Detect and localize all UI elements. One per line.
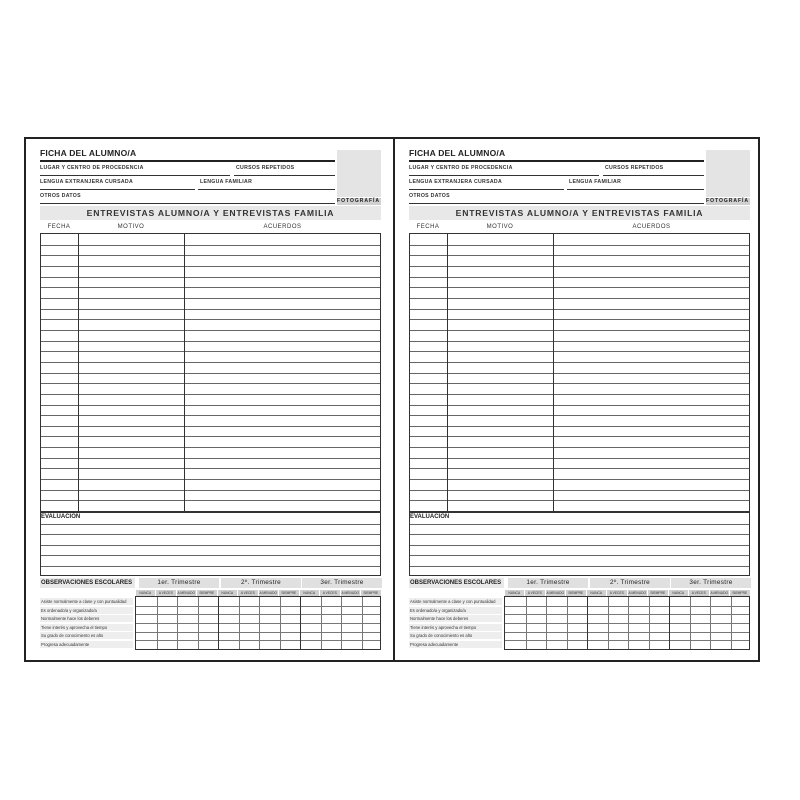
observation-column-line xyxy=(690,597,691,649)
frequency-header: NUNCA xyxy=(505,590,525,596)
table-row-line xyxy=(410,277,749,278)
observation-item: Tiene interés y aprovecha el tiempo xyxy=(409,624,502,631)
column-divider xyxy=(78,234,79,511)
observation-column-line xyxy=(649,597,650,649)
observation-column-line xyxy=(239,597,240,649)
evaluation-line xyxy=(410,545,749,546)
table-row-line xyxy=(410,479,749,480)
observation-row-line xyxy=(505,640,749,641)
field-line-lengua-familiar[interactable] xyxy=(198,189,335,190)
observation-item: Su grado de conocimiento es alto xyxy=(40,632,133,639)
observation-column-line xyxy=(710,597,711,649)
frequency-header: SIEMPRE xyxy=(566,590,586,596)
observation-column-line xyxy=(567,597,568,649)
sheet-title: FICHA DEL ALUMNO/A xyxy=(40,148,137,158)
frequency-header: NUNCA xyxy=(136,590,156,596)
table-row-line xyxy=(410,255,749,256)
observation-column-line xyxy=(321,597,322,649)
table-row-line xyxy=(41,245,380,246)
observations-title: OBSERVACIONES ESCOLARES xyxy=(409,578,504,588)
evaluation-line xyxy=(41,566,380,567)
interview-table[interactable] xyxy=(40,233,381,512)
observation-row-line xyxy=(136,606,380,607)
observations-table xyxy=(40,590,381,651)
evaluation-line xyxy=(41,534,380,535)
observation-column-line xyxy=(669,597,670,649)
trimester-1-label: 1er. Trimestre xyxy=(139,578,219,588)
observation-row-line xyxy=(136,614,380,615)
table-row-line xyxy=(410,415,749,416)
table-row-line xyxy=(41,447,380,448)
observation-item: Normalmente hace los deberes xyxy=(409,615,502,622)
table-row-line xyxy=(410,319,749,320)
evaluation-label: EVALUACIÓN xyxy=(410,514,450,520)
observation-column-line xyxy=(587,597,588,649)
table-row-line xyxy=(41,298,380,299)
table-row-line xyxy=(410,458,749,459)
observation-column-line xyxy=(177,597,178,649)
table-row-line xyxy=(410,405,749,406)
trimester-1-label: 1er. Trimestre xyxy=(508,578,588,588)
observation-item: Es ordenado/a y organizado/a xyxy=(40,607,133,614)
column-divider xyxy=(447,234,448,511)
frequency-header: A VECES xyxy=(689,590,709,596)
table-row-line xyxy=(41,351,380,352)
frequency-header: SIEMPRE xyxy=(197,590,217,596)
field-label-cursos: CURSOS REPETIDOS xyxy=(236,165,295,171)
section-title-bar: ENTREVISTAS ALUMNO/A Y ENTREVISTAS FAMILIA xyxy=(40,206,381,220)
observation-column-line xyxy=(259,597,260,649)
trimester-3-label: 3er. Trimestre xyxy=(302,578,382,588)
observation-row-line xyxy=(505,632,749,633)
observation-item: Asiste normalmente a clase y con puntualidad xyxy=(409,598,502,605)
table-row-line xyxy=(41,405,380,406)
frequency-header: NUNCA xyxy=(669,590,689,596)
observation-row-line xyxy=(505,614,749,615)
table-row-line xyxy=(410,362,749,363)
evaluation-box[interactable] xyxy=(40,512,381,576)
table-row-line xyxy=(41,394,380,395)
column-header-acuerdos: ACUERDOS xyxy=(632,224,671,230)
table-row-line xyxy=(41,287,380,288)
table-row-line xyxy=(410,490,749,491)
table-row-line xyxy=(41,426,380,427)
column-divider xyxy=(553,234,554,511)
section-title-bar: ENTREVISTAS ALUMNO/A Y ENTREVISTAS FAMILIA xyxy=(409,206,750,220)
table-row-line xyxy=(410,426,749,427)
evaluation-line xyxy=(41,524,380,525)
table-row-line xyxy=(41,319,380,320)
trimester-2-label: 2º. Trimestre xyxy=(590,578,670,588)
field-line-lengua-extranjera[interactable] xyxy=(409,189,564,190)
evaluation-line xyxy=(410,555,749,556)
table-row-line xyxy=(41,479,380,480)
photo-label: FOTOGRAFÍA xyxy=(706,198,749,204)
field-line-lengua-extranjera[interactable] xyxy=(40,189,195,190)
field-label-lengua-familiar: LENGUA FAMILIAR xyxy=(200,179,253,185)
frequency-header: NUNCA xyxy=(300,590,320,596)
field-label-lengua-extranjera: LENGUA EXTRANJERA CURSADA xyxy=(40,179,134,185)
table-row-line xyxy=(410,287,749,288)
table-row-line xyxy=(410,330,749,331)
field-label-lugar: LUGAR Y CENTRO DE PROCEDENCIA xyxy=(40,165,144,171)
table-row-line xyxy=(41,500,380,501)
frequency-header: SIEMPRE xyxy=(648,590,668,596)
frequency-header: A VECES xyxy=(320,590,340,596)
observation-column-line xyxy=(608,597,609,649)
column-header-motivo: MOTIVO xyxy=(117,224,145,230)
table-row-line xyxy=(41,468,380,469)
observation-row-line xyxy=(505,623,749,624)
field-label-otros-datos: OTROS DATOS xyxy=(40,193,81,199)
field-line-cursos[interactable] xyxy=(234,175,335,176)
interview-table[interactable] xyxy=(409,233,750,512)
field-label-lengua-extranjera: LENGUA EXTRANJERA CURSADA xyxy=(409,179,503,185)
table-row-line xyxy=(41,266,380,267)
field-line-lugar[interactable] xyxy=(409,175,599,176)
column-header-fecha: FECHA xyxy=(47,224,71,230)
frequency-header: SIEMPRE xyxy=(730,590,750,596)
observation-column-line xyxy=(198,597,199,649)
observation-item: Progresa adecuadamente xyxy=(40,641,133,648)
title-underline xyxy=(40,160,335,162)
table-row-line xyxy=(410,468,749,469)
column-header-acuerdos: ACUERDOS xyxy=(263,224,302,230)
table-row-line xyxy=(410,383,749,384)
table-row-line xyxy=(41,277,380,278)
evaluation-label: EVALUACIÓN xyxy=(41,514,81,520)
observation-row-line xyxy=(136,623,380,624)
evaluation-line xyxy=(41,545,380,546)
observations-table xyxy=(409,590,750,651)
evaluation-line xyxy=(410,524,749,525)
observation-item: Asiste normalmente a clase y con puntualidad xyxy=(40,598,133,605)
right-page xyxy=(409,148,750,653)
observation-item: Normalmente hace los deberes xyxy=(40,615,133,622)
frequency-header: NUNCA xyxy=(587,590,607,596)
evaluation-line xyxy=(410,534,749,535)
notebook-spine xyxy=(393,137,395,662)
field-line-otros-datos[interactable] xyxy=(409,203,704,204)
table-row-line xyxy=(41,490,380,491)
table-row-line xyxy=(41,362,380,363)
observation-column-line xyxy=(300,597,301,649)
observation-column-line xyxy=(280,597,281,649)
title-underline xyxy=(409,160,704,162)
frequency-header: A MENUDO xyxy=(546,591,565,595)
table-row-line xyxy=(410,373,749,374)
observations-header xyxy=(40,578,381,588)
field-label-lengua-familiar: LENGUA FAMILIAR xyxy=(569,179,622,185)
table-row-line xyxy=(410,436,749,437)
photo-box[interactable] xyxy=(706,150,750,197)
frequency-header: SIEMPRE xyxy=(279,590,299,596)
observations-header xyxy=(409,578,750,588)
observations-grid[interactable] xyxy=(135,596,381,650)
evaluation-line xyxy=(41,555,380,556)
column-header-fecha: FECHA xyxy=(416,224,440,230)
field-line-otros-datos[interactable] xyxy=(40,203,335,204)
column-header-motivo: MOTIVO xyxy=(486,224,514,230)
observation-row-line xyxy=(136,632,380,633)
observations-grid[interactable] xyxy=(504,596,750,650)
field-line-lugar[interactable] xyxy=(40,175,230,176)
observation-item: Su grado de conocimiento es alto xyxy=(409,632,502,639)
table-row-line xyxy=(410,447,749,448)
observations-title: OBSERVACIONES ESCOLARES xyxy=(40,578,135,588)
field-label-cursos: CURSOS REPETIDOS xyxy=(605,165,664,171)
observation-column-line xyxy=(157,597,158,649)
frequency-header: SIEMPRE xyxy=(361,590,381,596)
column-divider xyxy=(184,234,185,511)
frequency-header: A MENUDO xyxy=(259,591,278,595)
observation-column-line xyxy=(218,597,219,649)
observation-item: Tiene interés y aprovecha el tiempo xyxy=(40,624,133,631)
observation-column-line xyxy=(546,597,547,649)
table-row-line xyxy=(410,298,749,299)
observation-column-line xyxy=(628,597,629,649)
frequency-header: A VECES xyxy=(156,590,176,596)
evaluation-line xyxy=(410,566,749,567)
table-row-line xyxy=(41,309,380,310)
table-row-line xyxy=(41,436,380,437)
photo-label: FOTOGRAFÍA xyxy=(337,198,380,204)
table-row-line xyxy=(41,458,380,459)
field-line-lengua-familiar[interactable] xyxy=(567,189,704,190)
trimester-3-label: 3er. Trimestre xyxy=(671,578,751,588)
frequency-header: A MENUDO xyxy=(177,591,196,595)
table-row-line xyxy=(41,373,380,374)
photo-box[interactable] xyxy=(337,150,381,197)
observation-column-line xyxy=(526,597,527,649)
table-row-line xyxy=(41,415,380,416)
table-row-line xyxy=(410,266,749,267)
table-row-line xyxy=(41,383,380,384)
frequency-header: A VECES xyxy=(607,590,627,596)
observation-column-line xyxy=(731,597,732,649)
sheet-title: FICHA DEL ALUMNO/A xyxy=(409,148,506,158)
frequency-header: A MENUDO xyxy=(628,591,647,595)
field-line-cursos[interactable] xyxy=(603,175,704,176)
observation-item: Progresa adecuadamente xyxy=(409,641,502,648)
frequency-header: A VECES xyxy=(525,590,545,596)
table-row-line xyxy=(41,341,380,342)
frequency-header: A VECES xyxy=(238,590,258,596)
frequency-header: NUNCA xyxy=(218,590,238,596)
table-row-line xyxy=(410,500,749,501)
field-label-otros-datos: OTROS DATOS xyxy=(409,193,450,199)
observation-column-line xyxy=(362,597,363,649)
table-row-line xyxy=(410,341,749,342)
table-row-line xyxy=(410,245,749,246)
observation-column-line xyxy=(341,597,342,649)
table-row-line xyxy=(410,309,749,310)
table-row-line xyxy=(410,394,749,395)
table-row-line xyxy=(41,330,380,331)
evaluation-box[interactable] xyxy=(409,512,750,576)
observation-item: Es ordenado/a y organizado/a xyxy=(409,607,502,614)
table-row-line xyxy=(410,351,749,352)
field-label-lugar: LUGAR Y CENTRO DE PROCEDENCIA xyxy=(409,165,513,171)
frequency-header: A MENUDO xyxy=(710,591,729,595)
observation-row-line xyxy=(505,606,749,607)
left-page xyxy=(40,148,381,653)
observation-row-line xyxy=(136,640,380,641)
trimester-2-label: 2º. Trimestre xyxy=(221,578,301,588)
frequency-header: A MENUDO xyxy=(341,591,360,595)
table-row-line xyxy=(41,255,380,256)
